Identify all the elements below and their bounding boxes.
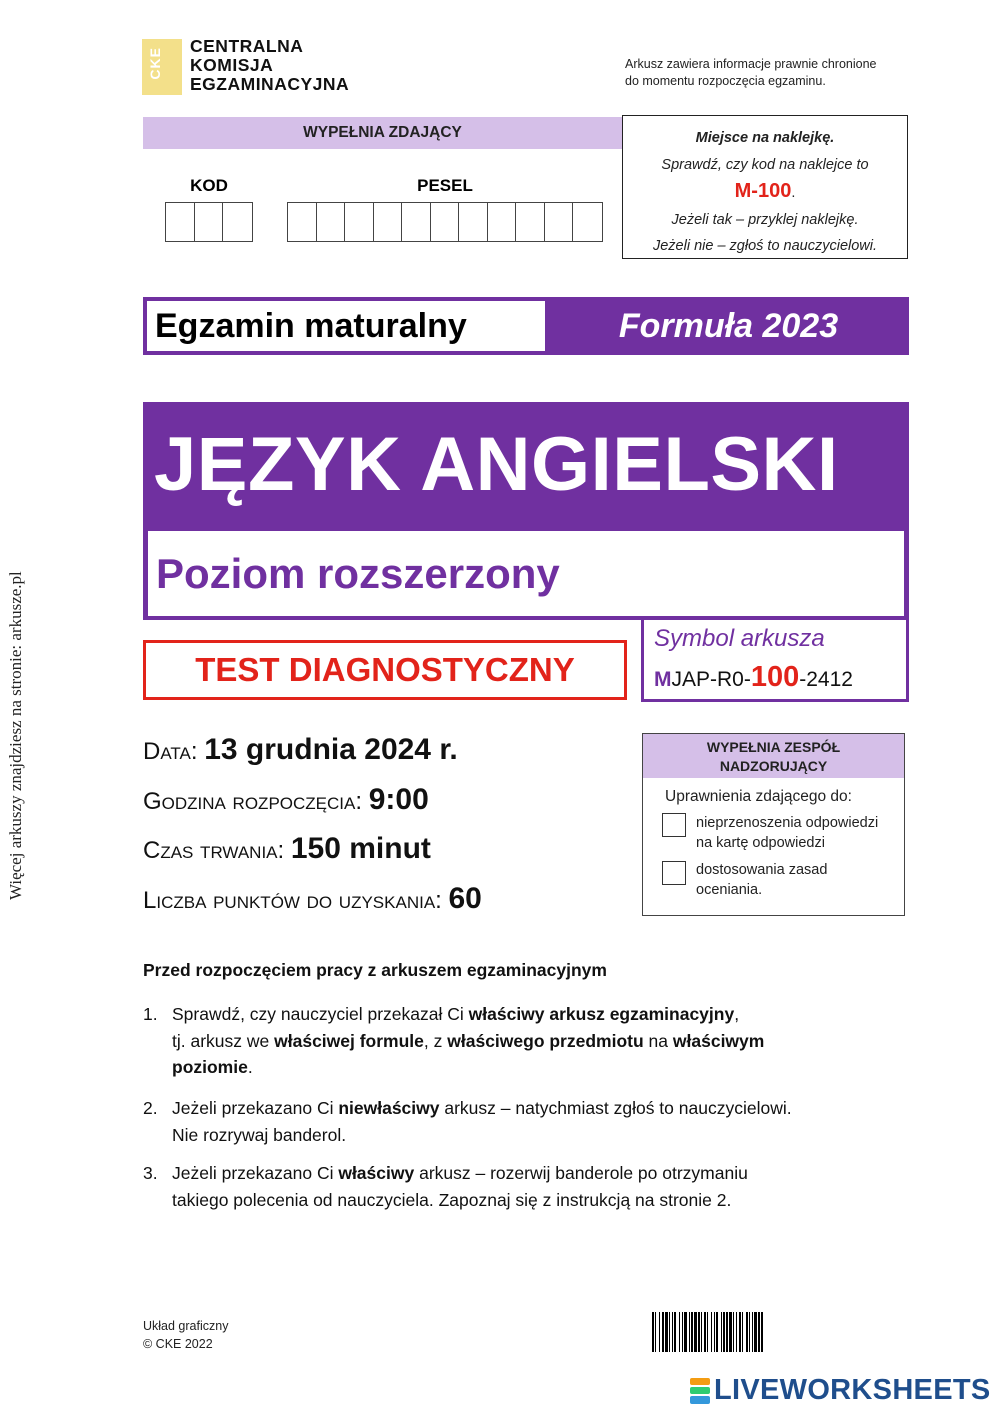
instruction-item-3	[143, 1160, 903, 1213]
legal-note	[625, 56, 925, 90]
pesel-box[interactable]	[345, 203, 374, 241]
footer-credit	[143, 1317, 228, 1353]
instructions-heading: Przed rozpoczęciem pracy z arkuszem egzaminacyjnym	[143, 960, 607, 980]
instr1-text: na	[643, 1030, 673, 1051]
side-advert-text: Więcej arkuszy znajdziesz na stronie: arkusze.pl	[6, 571, 25, 900]
legal-note-line-2: do momentu rozpoczęcia egzaminu.	[625, 74, 826, 88]
instruction-item-1	[143, 1001, 903, 1081]
barcode-stripe	[763, 1312, 764, 1352]
cke-logo-text	[190, 37, 349, 94]
instr1-bold: właściwy arkusz egzaminacyjny	[468, 1004, 735, 1024]
date-value: 13 grudnia 2024 r.	[204, 733, 458, 766]
instr3-text: takiego polecenia od nauczyciela. Zapoznaj się z instrukcją na stronie 2.	[172, 1189, 732, 1210]
instr1-text: .	[247, 1057, 253, 1077]
no-transfer-line-1: nieprzenoszenia odpowiedzi	[696, 815, 879, 831]
start-label: Godzina rozpoczęcia	[143, 788, 356, 815]
pesel-label: PESEL	[417, 176, 473, 195]
instr3-text: Jeżeli przekazano Ci	[172, 1163, 339, 1183]
instr1-bold: poziomie	[172, 1057, 248, 1077]
exam-name: Egzamin maturalny	[147, 301, 545, 351]
pesel-input-boxes[interactable]	[287, 202, 603, 242]
subject-title: JĘZYK ANGIELSKI	[154, 422, 839, 507]
instr3-text: arkusz – rozerwij banderole po otrzymaniu	[414, 1163, 748, 1183]
kod-label: KOD	[190, 176, 228, 195]
instruction-item-2	[143, 1095, 903, 1148]
start-value: 9:00	[368, 783, 429, 816]
symbol-code	[654, 661, 853, 694]
instr1-bold: właściwego przedmiotu	[447, 1030, 644, 1051]
pesel-box[interactable]	[402, 203, 431, 241]
instr1-text: ,	[734, 1004, 740, 1024]
duration-value: 150 minut	[290, 832, 431, 865]
adjusted-grading-line-1: dostosowania zasad	[696, 862, 828, 878]
pesel-box[interactable]	[431, 203, 460, 241]
pesel-box[interactable]	[573, 203, 602, 241]
pesel-box[interactable]	[288, 203, 317, 241]
kod-box[interactable]	[223, 203, 252, 241]
candidate-fill-header: WYPEŁNIA ZDAJĄCY	[143, 117, 622, 149]
cke-logo-letters: CKE	[147, 47, 163, 80]
barcode	[652, 1312, 896, 1352]
instr1-text: , z	[423, 1030, 448, 1051]
sticker-line-1: Sprawdź, czy kod na naklejce to	[661, 156, 869, 173]
kod-input-boxes[interactable]	[165, 202, 253, 242]
instruction-number: 2.	[143, 1098, 158, 1118]
instruction-number: 3.	[143, 1163, 158, 1183]
liveworksheets-watermark	[690, 1374, 991, 1407]
pesel-box[interactable]	[317, 203, 346, 241]
start-row: Godzina rozpoczęcia: 9:00	[143, 783, 429, 816]
instr2-text: arkusz – natychmiast zgłoś to nauczycielowi.	[439, 1098, 792, 1118]
adjusted-grading-label	[696, 860, 901, 900]
footer-line-1: Układ graficzny	[143, 1319, 229, 1333]
pesel-box[interactable]	[488, 203, 517, 241]
instr3-bold: właściwy	[338, 1163, 415, 1183]
symbol-prefix-m: M	[654, 668, 672, 691]
instr2-text: Nie rozrywaj banderol.	[172, 1124, 347, 1145]
pesel-box[interactable]	[459, 203, 488, 241]
staff-header-line-2: NADZORUJĄCY	[719, 758, 828, 774]
adjusted-grading-line-2: oceniania.	[696, 882, 763, 898]
sticker-line-2: Jeżeli tak – przyklej naklejkę.	[671, 211, 859, 228]
duration-row: Czas trwania: 150 minut	[143, 832, 431, 865]
no-transfer-label	[696, 813, 901, 853]
logo-line-1: CENTRALNA	[190, 36, 304, 56]
date-label: Data	[143, 738, 191, 765]
staff-header-line-1: WYPEŁNIA ZESPÓŁ	[706, 739, 841, 755]
sticker-line-3: Jeżeli nie – zgłoś to nauczycielowi.	[652, 238, 878, 254]
sticker-code: M-100	[734, 180, 792, 202]
instr1-text: Sprawdź, czy nauczyciel przekazał Ci	[172, 1004, 469, 1024]
pesel-box[interactable]	[374, 203, 403, 241]
instr1-text: tj. arkusz we	[172, 1030, 275, 1051]
symbol-prefix-rest: JAP-R0-	[671, 668, 751, 691]
kod-box[interactable]	[166, 203, 195, 241]
points-row: Liczba punktów do uzyskania: 60	[143, 882, 482, 915]
footer-line-2: © CKE 2022	[143, 1337, 213, 1351]
instr1-bold: właściwej formule	[274, 1030, 424, 1051]
kod-box[interactable]	[195, 203, 224, 241]
symbol-suffix: -2412	[799, 668, 853, 691]
symbol-number: 100	[750, 661, 800, 693]
no-transfer-checkbox[interactable]	[662, 813, 686, 837]
pesel-box[interactable]	[516, 203, 545, 241]
liveworksheets-text: LIVEWORKSHEETS	[714, 1374, 991, 1406]
legal-note-line-1: Arkusz zawiera informacje prawnie chronione	[625, 57, 877, 71]
instr1-bold: właściwym	[672, 1030, 765, 1051]
date-row: Data: 13 grudnia 2024 r.	[143, 733, 458, 766]
pesel-box[interactable]	[545, 203, 574, 241]
symbol-label: Symbol arkusza	[654, 625, 825, 652]
logo-line-3: EGZAMINACYJNA	[190, 74, 350, 94]
points-label: Liczba punktów do uzyskania	[143, 887, 436, 914]
staff-rights-label: Uprawnienia zdającego do:	[665, 788, 852, 805]
test-label: TEST DIAGNOSTYCZNY	[143, 640, 627, 700]
instruction-number: 1.	[143, 1004, 158, 1024]
duration-label: Czas trwania	[143, 837, 278, 864]
instr2-text: Jeżeli przekazano Ci	[172, 1098, 339, 1118]
liveworksheets-logo-icon	[690, 1378, 710, 1404]
adjusted-grading-checkbox[interactable]	[662, 861, 686, 885]
instr2-bold: niewłaściwy	[338, 1098, 440, 1118]
sticker-title: Miejsce na naklejkę.	[695, 130, 835, 146]
sticker-area	[622, 115, 908, 259]
cke-logo-mark	[142, 39, 182, 95]
staff-header	[643, 734, 904, 778]
exam-formula: Formuła 2023	[618, 307, 839, 345]
level-text: Poziom rozszerzony	[156, 550, 560, 597]
no-transfer-line-2: na kartę odpowiedzi	[696, 835, 825, 851]
points-value: 60	[448, 882, 482, 915]
logo-line-2: KOMISJA	[190, 55, 274, 75]
sticker-code-suffix: .	[791, 185, 796, 201]
